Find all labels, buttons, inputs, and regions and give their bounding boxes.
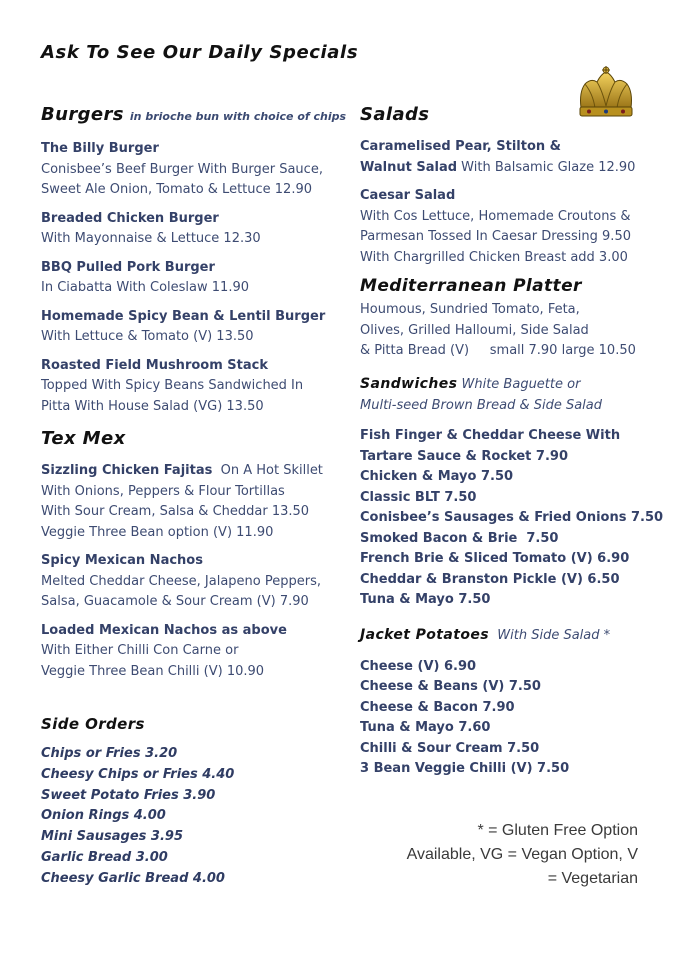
sandwiches-header: [360, 372, 660, 417]
menu-item: [41, 139, 346, 201]
salads-section-title: Salads: [360, 104, 430, 125]
potatoes-subtitle: With Side Salad *: [497, 627, 611, 643]
item-description: With Cos Lettuce, Homemade Croutons &: [360, 208, 631, 224]
note-line: * = Gluten Free Option: [477, 822, 638, 839]
potato-item: Tuna & Mayo 7.60: [360, 720, 491, 735]
item-inline-description: On A Hot Skillet: [220, 463, 323, 478]
item-description: Topped With Spicy Beans Sandwiched In: [41, 378, 304, 393]
right-column: [360, 103, 664, 780]
potato-item: Cheese (V) 6.90: [360, 658, 477, 674]
item-description: With Lettuce & Tomato (V) 13.50: [41, 329, 254, 344]
item-name: Sizzling Chicken Fajitas: [41, 463, 213, 478]
sandwiches-section-title: Sandwiches: [360, 375, 458, 392]
side-item: Sweet Potato Fries 3.90: [41, 787, 216, 803]
item-description: Pitta With House Salad (VG) 13.50: [41, 398, 264, 414]
item-name: Loaded Mexican Nachos as above: [41, 622, 287, 638]
potato-item: Cheese & Beans (V) 7.50: [360, 679, 541, 694]
item-name: Homemade Spicy Bean & Lentil Burger: [41, 308, 326, 324]
note-line: Available, VG = Vegan Option, V: [406, 846, 638, 863]
item-description: Parmesan Tossed In Caesar Dressing 9.50: [360, 229, 631, 244]
sandwich-item: Smoked Bacon & Brie 7.50: [360, 530, 559, 546]
item-description: Olives, Grilled Halloumi, Side Salad: [360, 322, 589, 338]
sandwich-item: French Brie & Sliced Tomato (V) 6.90: [360, 551, 630, 566]
sandwich-item: Tartare Sauce & Rocket 7.90: [360, 448, 568, 464]
item-description: Salsa, Guacamole & Sour Cream (V) 7.90: [41, 594, 309, 609]
item-description: With Balsamic Glaze 12.90: [461, 159, 636, 175]
sandwich-item: Cheddar & Branston Pickle (V) 6.50: [360, 571, 620, 587]
menu-item: [360, 300, 660, 362]
page-heading: Ask To See Our Daily Specials: [41, 42, 359, 63]
sandwich-item: Tuna & Mayo 7.50: [360, 592, 491, 607]
potato-item: Cheese & Bacon 7.90: [360, 699, 515, 715]
item-description: With Mayonnaise & Lettuce 12.30: [41, 231, 261, 246]
sandwich-item: Classic BLT 7.50: [360, 489, 477, 505]
sandwich-item: Conisbee’s Sausages & Fried Onions 7.50: [360, 510, 664, 525]
item-name: The Billy Burger: [41, 141, 159, 156]
menu-item: [41, 356, 346, 418]
item-name: Walnut Salad: [360, 159, 458, 175]
burgers-subtitle: in brioche bun with choice of chips: [129, 110, 347, 123]
menu-item: [41, 621, 346, 683]
item-name: Roasted Field Mushroom Stack: [41, 357, 268, 373]
menu-item: [41, 258, 346, 299]
sides-section-title: Side Orders: [41, 715, 145, 733]
item-description: Veggie Three Bean option (V) 11.90: [41, 524, 274, 540]
item-description: With Sour Cream, Salsa & Cheddar 13.50: [41, 504, 310, 519]
note-line: = Vegetarian: [547, 870, 638, 887]
menu-item: [360, 137, 660, 178]
texmex-section-title: Tex Mex: [41, 428, 126, 449]
potatoes-list: [360, 657, 660, 780]
sandwiches-subtitle: White Baguette or: [461, 376, 581, 392]
platter-section-title: Mediterranean Platter: [360, 276, 582, 296]
potato-item: 3 Bean Veggie Chilli (V) 7.50: [360, 761, 570, 776]
sandwich-item: Chicken & Mayo 7.50: [360, 469, 514, 484]
menu-item: [41, 551, 346, 613]
potatoes-section-title: Jacket Potatoes: [360, 626, 489, 643]
item-description: In Ciabatta With Coleslaw 11.90: [41, 280, 249, 295]
item-name: Caesar Salad: [360, 188, 456, 203]
menu-item: [41, 461, 346, 543]
item-description: & Pitta Bread (V) small 7.90 large 10.50: [360, 343, 636, 358]
item-name: Spicy Mexican Nachos: [41, 553, 203, 568]
menu-item: [41, 209, 346, 250]
sandwiches-subtitle-line2: Multi-seed Brown Bread & Side Salad: [360, 397, 603, 413]
item-description: With Onions, Peppers & Flour Tortillas: [41, 483, 285, 499]
item-description: With Chargrilled Chicken Breast add 3.00: [360, 249, 628, 265]
menu-item: [360, 186, 660, 268]
left-column: [41, 103, 346, 890]
sandwich-item: Fish Finger & Cheddar Cheese With: [360, 428, 621, 443]
item-description: Conisbee’s Beef Burger With Burger Sauce,: [41, 161, 323, 177]
sandwiches-list: [360, 426, 664, 611]
side-item: Cheesy Garlic Bread 4.00: [41, 870, 225, 886]
side-item: Chips or Fries 3.20: [41, 746, 178, 761]
potatoes-header: [360, 623, 660, 647]
side-item: Garlic Bread 3.00: [41, 849, 168, 865]
item-description: Houmous, Sundried Tomato, Feta,: [360, 302, 580, 317]
item-name: BBQ Pulled Pork Burger: [41, 259, 215, 275]
item-description: With Either Chilli Con Carne or: [41, 643, 239, 658]
item-description: Veggie Three Bean Chilli (V) 10.90: [41, 663, 265, 679]
item-name: Caramelised Pear, Stilton &: [360, 139, 561, 154]
side-item: Cheesy Chips or Fries 4.40: [41, 766, 235, 782]
potato-item: Chilli & Sour Cream 7.50: [360, 740, 540, 756]
burgers-section-title: Burgers in brioche bun with choice of chips: [41, 104, 347, 125]
menu-item: [41, 307, 346, 348]
item-name: Breaded Chicken Burger: [41, 210, 219, 226]
sides-list: [41, 744, 346, 890]
dietary-note: [378, 819, 638, 891]
item-description: Sweet Ale Onion, Tomato & Lettuce 12.90: [41, 182, 312, 197]
side-item: Mini Sausages 3.95: [41, 829, 183, 845]
side-item: Onion Rings 4.00: [41, 808, 166, 824]
item-description: Melted Cheddar Cheese, Jalapeno Peppers,: [41, 573, 321, 589]
